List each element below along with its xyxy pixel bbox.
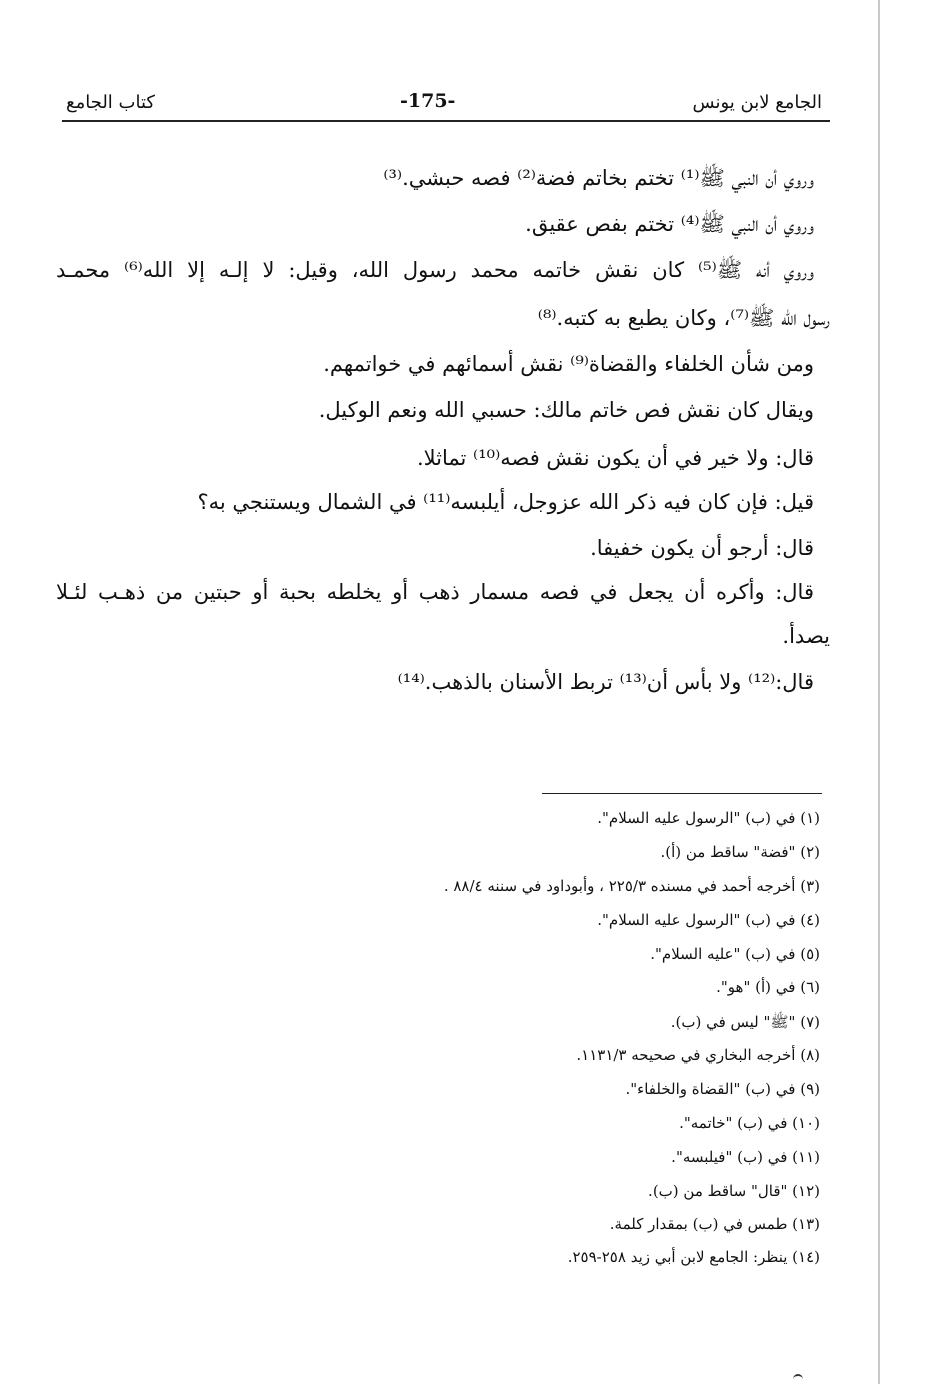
- footnote: (١١) في (ب) "فيلبسه".: [671, 1148, 820, 1166]
- header-chapter-title: كتاب الجامع: [66, 92, 155, 113]
- footnote: (٧) "ﷺ" ليس في (ب).: [670, 1013, 820, 1031]
- text-line: وروي أن النبي ﷺ⁽¹⁾ تختم بخاتم فضة⁽²⁾ فصه حبشي.⁽³⁾: [383, 166, 814, 190]
- scan-mark: [793, 1374, 803, 1384]
- footnote: (١٣) طمس في (ب) بمقدار كلمة.: [609, 1215, 820, 1233]
- text-line: قال: وأكره أن يجعل في فصه مسمار ذهب أو يخلطه بحبة أو حبتين من ذهـب لئـلا: [56, 580, 814, 604]
- text-line: وروي أن النبي ﷺ⁽⁴⁾ تختم بفص عقيق.: [525, 212, 814, 236]
- text-line: رسول الله ﷺ⁽⁷⁾، وكان يطبع به كتبه.⁽⁸⁾: [537, 306, 830, 330]
- text-line: ومن شأن الخلفاء والقضاة⁽⁹⁾ نقش أسمائهم في خواتمهم.: [323, 352, 814, 376]
- footnote: (١٤) ينظر: الجامع لابن أبي زيد ٢٥٨-٢٥٩.: [567, 1248, 820, 1266]
- text-line: قال: ولا خير في أن يكون نقش فصه⁽¹⁰⁾ تماثلا.: [416, 446, 814, 470]
- footnote: (٣) أخرجه أحمد في مسنده ٢٢٥/٣ ، وأبوداود في سننه ٨٨/٤ .: [443, 877, 820, 895]
- page-edge-line: [878, 0, 880, 1384]
- text-line: وروي أنه ﷺ⁽⁵⁾ كان نقش خاتمه محمد رسول الله، وقيل: لا إلـه إلا الله⁽⁶⁾ محمـد: [56, 258, 815, 282]
- header-rule: [62, 120, 830, 122]
- footnote: (٥) في (ب) "عليه السلام".: [650, 945, 820, 963]
- footnote: (٤) في (ب) "الرسول عليه السلام".: [597, 911, 820, 929]
- footnote: (٨) أخرجه البخاري في صحيحه ١١٣١/٣.: [576, 1046, 820, 1064]
- running-header: [62, 92, 830, 120]
- footnote: (٩) في (ب) "القضاة والخلفاء".: [625, 1080, 820, 1098]
- footnote: (١) في (ب) "الرسول عليه السلام".: [597, 809, 820, 827]
- text-line: قيل: فإن كان فيه ذكر الله عزوجل، أيلبسه⁽¹¹⁾ في الشمال ويستنجي به؟: [197, 490, 814, 514]
- page-number: -175-: [400, 90, 456, 112]
- text-line: قال:⁽¹²⁾ ولا بأس أن⁽¹³⁾ تربط الأسنان بالذهب.⁽¹⁴⁾: [397, 670, 814, 694]
- footnote-separator: [542, 793, 822, 794]
- footnote: (٢) "فضة" ساقط من (أ).: [660, 843, 820, 861]
- footnote: (١٢) "قال" ساقط من (ب).: [648, 1182, 820, 1200]
- footnote: (٦) في (أ) "هو".: [716, 978, 820, 996]
- text-line: قال: أرجو أن يكون خفيفا.: [590, 536, 814, 560]
- footnote: (١٠) في (ب) "خاتمه".: [679, 1114, 820, 1132]
- text-line: ويقال كان نقش فص خاتم مالك: حسبي الله ونعم الوكيل.: [318, 398, 814, 422]
- text-line: يصدأ.: [782, 624, 830, 648]
- header-book-title: الجامع لابن يونس: [692, 92, 822, 113]
